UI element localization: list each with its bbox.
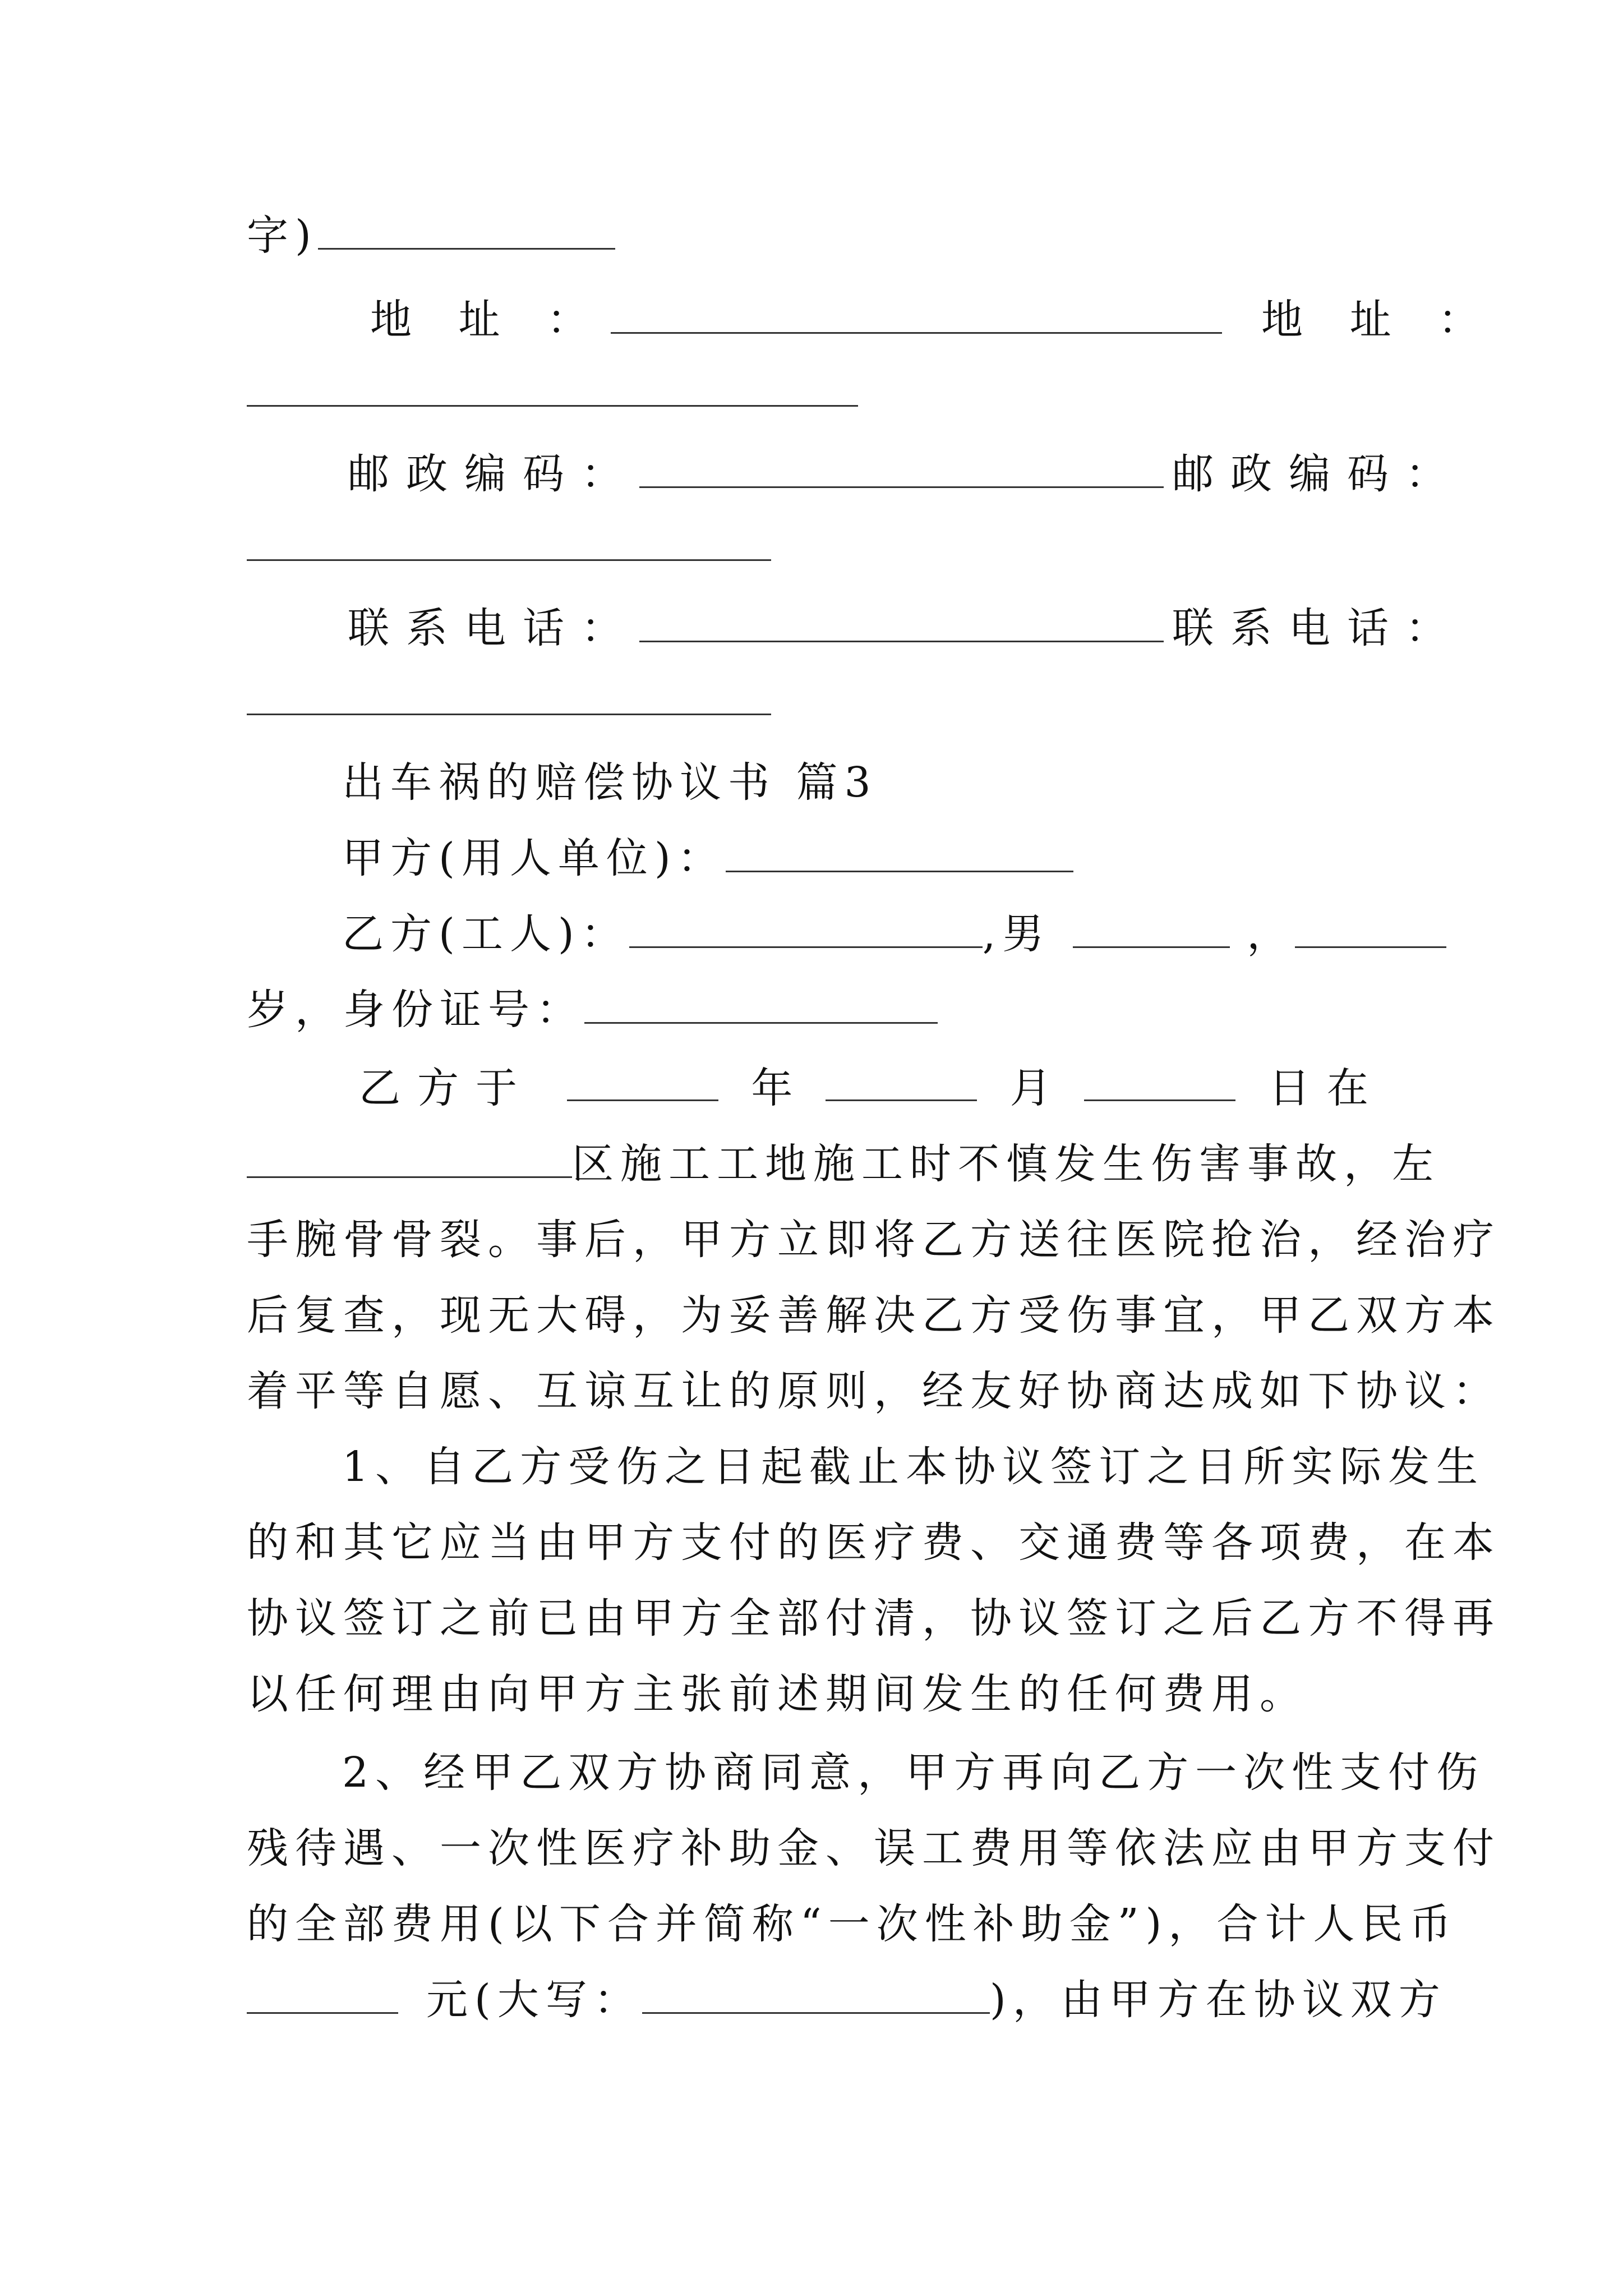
- amount-line: 元(大写： )，由甲方在协议双方: [247, 1972, 1385, 2028]
- blank-field: [247, 674, 771, 715]
- address-line: 地 址 ： 地 址 ：: [370, 292, 1385, 348]
- postcode-line: 邮政编码： 邮政编码：: [348, 446, 1385, 502]
- blank-field: [247, 366, 858, 407]
- party-a-line: 甲方(用人单位)：: [342, 830, 1385, 886]
- date-line: 乙方于 年 月 日在: [359, 1060, 1385, 1116]
- blank-field: [1073, 907, 1230, 948]
- clause-2-line: 2、经甲乙双方协商同意，甲方再向乙方一次性支付伤: [342, 1749, 1485, 1797]
- address-continuation: [247, 365, 1385, 421]
- paragraph-line: 手腕骨骨裂。事后，甲方立即将乙方送往医院抢治，经治疗: [247, 1216, 1501, 1264]
- blank-field: [584, 983, 938, 1024]
- blank-field: [826, 1060, 977, 1101]
- clause-1-line: 以任何理由向甲方主张前述期间发生的任何费用。: [247, 1670, 1308, 1718]
- blank-field: [611, 293, 1222, 334]
- clause-1-line: 1、自乙方受伤之日起截止本协议签订之日所实际发生: [342, 1443, 1485, 1491]
- blank-field: [726, 831, 1073, 872]
- blank-field: [1295, 907, 1446, 948]
- blank-field: [642, 1973, 990, 2014]
- accident-line: 区施工工地施工时不慎发生伤害事故，左: [247, 1136, 1385, 1192]
- blank-field: [567, 1060, 718, 1101]
- blank-field: [639, 447, 1164, 488]
- blank-field: [1084, 1060, 1235, 1101]
- signature-line: 字): [247, 208, 1385, 264]
- blank-field: [629, 907, 983, 948]
- clause-1-line: 协议签订之前已由甲方全部付清，协议签订之后乙方不得再: [247, 1594, 1501, 1642]
- clause-1-line: 的和其它应当由甲方支付的医疗费、交通费等各项费，在本: [247, 1519, 1501, 1567]
- blank-field: [247, 1137, 572, 1178]
- postcode-continuation: [247, 519, 1385, 575]
- id-line: 岁，身份证号：: [247, 982, 1385, 1038]
- phone-line: 联系电话： 联系电话：: [348, 600, 1385, 656]
- paragraph-line: 着平等自愿、互谅互让的原则，经友好协商达成如下协议：: [247, 1367, 1501, 1415]
- paragraph-line: 后复查，现无大碍，为妥善解决乙方受伤事宜，甲乙双方本: [247, 1291, 1501, 1340]
- blank-field: [247, 520, 771, 561]
- phone-continuation: [247, 673, 1385, 729]
- blank-field: [639, 601, 1164, 642]
- section-title: 出车祸的赔偿协议书 篇3: [342, 758, 878, 807]
- blank-field: [247, 1973, 398, 2014]
- party-b-line: 乙方(工人)： ,男 ，: [342, 906, 1385, 962]
- clause-2-line: 的全部费用(以下合并简称“一次性补助金”)，合计人民币: [247, 1900, 1458, 1948]
- blank-field: [318, 209, 615, 250]
- clause-2-line: 残待遇、一次性医疗补助金、误工费用等依法应由甲方支付: [247, 1824, 1501, 1872]
